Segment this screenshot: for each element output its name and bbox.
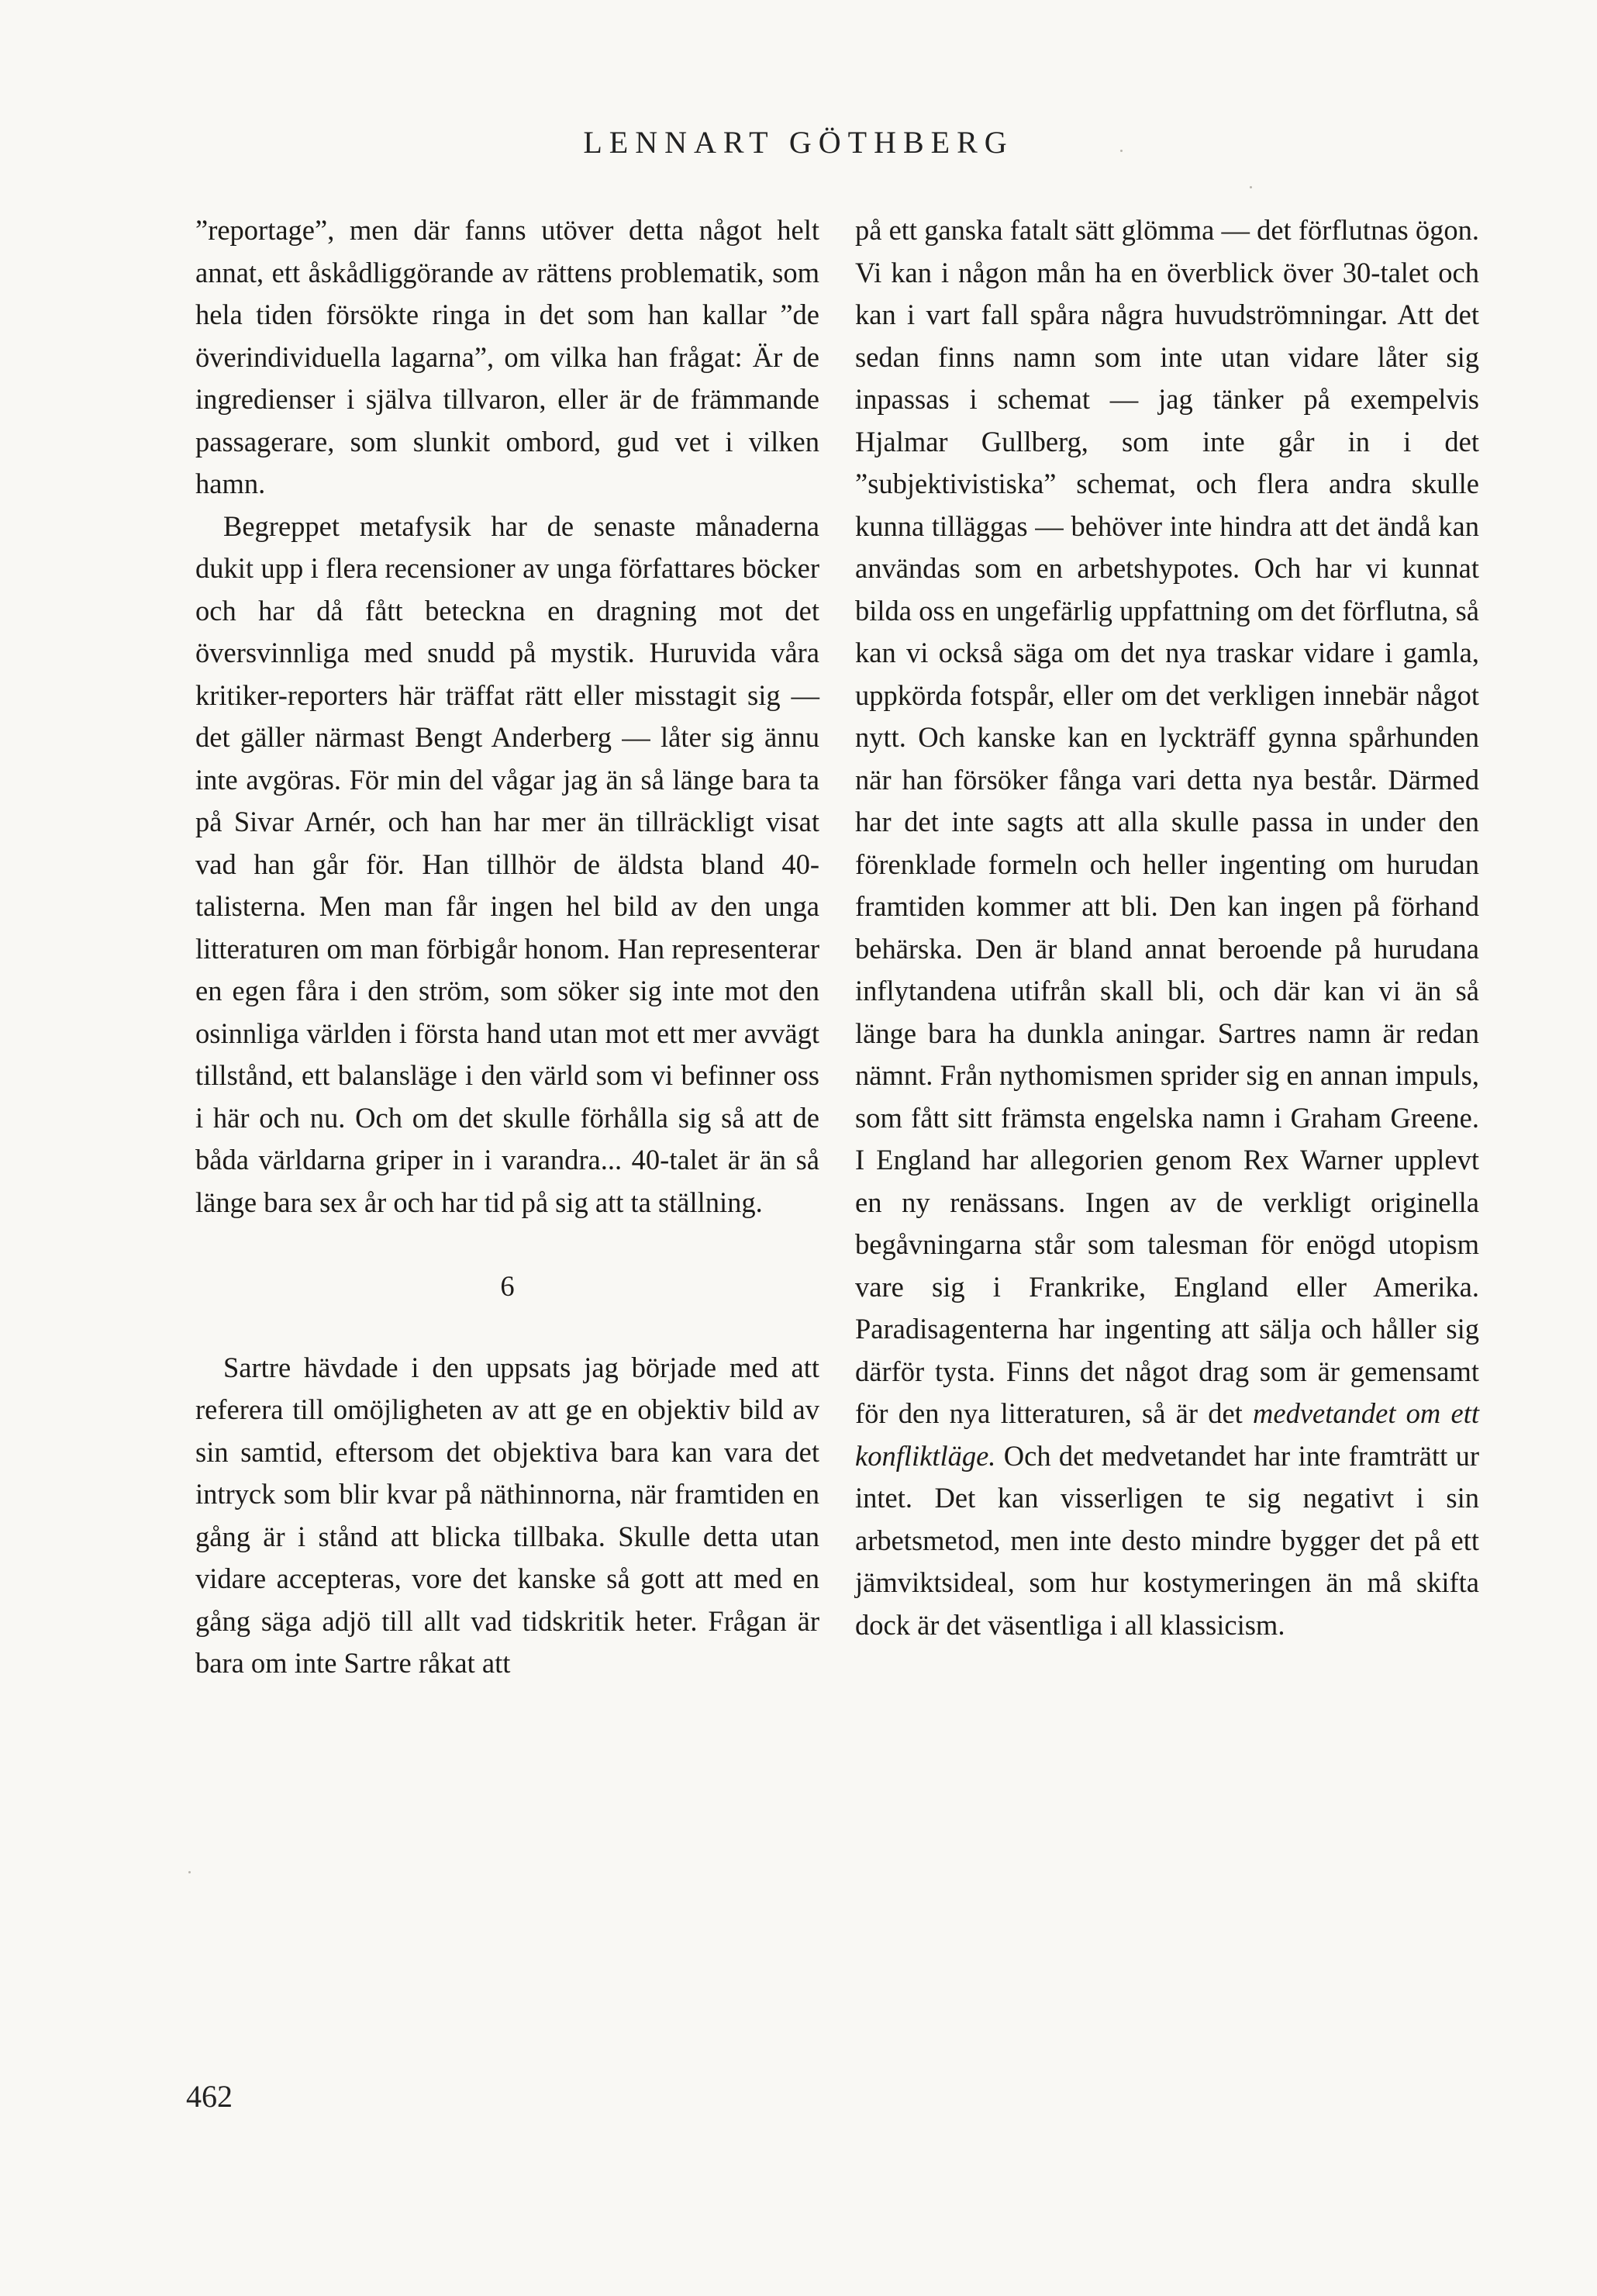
right-text-before-italic: på ett ganska fatalt sätt glömma — det förflutnas ögon. Vi kan i någon mån ha en överblick över 30-talet och kan i vart fall spåra några huvudströmningar. Att det sedan finns namn som inte utan vidare låter sig inpassas i schemat — jag tänker på exempelvis Hjalmar Gullberg, som inte går in i det ”subjektivistiska” schemat, och flera andra skulle kunna tilläggas — behöver inte hindra att det ändå kan användas som en arbetshypotes. Och har vi kunnat bilda oss en ungefärlig uppfattning om det förflutna, så kan vi också säga om det nya traskar vidare i gamla, uppkörda fotspår, eller om det verkligen innebär något nytt. Och kanske kan en lyckträff gynna spårhunden när han försöker fånga vari detta nya består. Därmed har det inte sagts att alla skulle passa in under den förenklade formeln och heller ingenting om hurudan framtiden kommer att bli. Den kan ingen på förhand behärska. Den är bland annat beroende på hurudana inflytandena utifrån skall bli, och där kan vi än så länge bara ha dunkla aningar. Sartres namn är redan nämnt. Från nythomismen sprider sig en annan impuls, som fått sitt främsta engelska namn i Graham Greene. I England har allegorien genom Rex Warner upplevt en ny renässans. Ingen av de verkligt originella begåvningarna står som talesman för enögd utopism vare sig i Frankrike, England eller Amerika. Paradisagenterna har ingenting att sälja och håller sig därför tysta. Finns det något drag som är gemensamt för den nya litteraturen, så är det [855,214,1479,1429]
right-column [855,209,1479,1646]
left-paragraph-continuation: ”reportage”, men där fanns utöver detta något helt annat, ett åskådliggörande av rättens problematik, som hela tiden försökte ringa in det som han kallar ”de överindividuella lagarna”, om vilka han frågat: Är de ingredienser i själva tillvaron, eller är de främmande passagerare, som slunkit ombord, gud vet i vilken hamn. [195,214,819,499]
right-text-after-italic: Och det medvetandet har inte framträtt ur intet. Det kan visserligen te sig negativt i sin arbetsmetod, men inte desto mindre bygger det på ett jämviktsideal, som hur kostymeringen än må skifta dock är det väsentliga i all klassicism. [855,1439,1480,1641]
left-paragraph-metafysik: Begreppet metafysik har de senaste månaderna dukit upp i flera recensioner av unga författares böcker och har då fått beteckna en dragning mot det översvinnliga med snudd på mystik. Huruvida våra kritiker-reporters här träffat rätt eller misstagit sig — det gäller närmast Bengt Anderberg — låter sig ännu inte avgöras. För min del vågar jag än så länge bara ta på Sivar Arnér, och han har mer än tillräckligt visat vad han går för. Han tillhör de äldsta bland 40-talisterna. Men man får ingen hel bild av den unga litteraturen om man förbigår honom. Han representerar en egen fåra i den ström, som söker sig inte mot den osinnliga världen i första hand utan mot ett mer avvägt tillstånd, ett balansläge i den värld som vi befinner oss i här och nu. Och om det skulle förhålla sig så att de båda världarna griper in i varandra... 40-talet är än så länge bara sex år och har tid på sig att ta ställning. [195,509,819,1218]
left-paragraph-sartre: Sartre hävdade i den uppsats jag började med att referera till omöjligheten av att ge en objektiv bild av sin samtid, eftersom det objektiva bara kan vara det intryck som blir kvar på näthinnorna, när framtiden en gång är i stånd att blicka tillbaka. Skulle detta utan vidare accepteras, vore det kanske så gott att med en gång säga adjö till allt vad tidskritik heter. Frågan är bara om inte Sartre råkat att [195,1351,819,1679]
left-column [195,209,819,1685]
right-paragraph [855,209,1479,1646]
page-number: 462 [186,2079,233,2114]
section-number: 6 [500,1270,515,1302]
paper-speck [1250,186,1252,188]
paper-speck [188,1871,191,1873]
running-head-author: LENNART GÖTHBERG [583,125,1014,160]
paper-speck [1120,150,1123,152]
italic-phrase: medvetandet om ett konfliktläge. [855,1397,1479,1472]
